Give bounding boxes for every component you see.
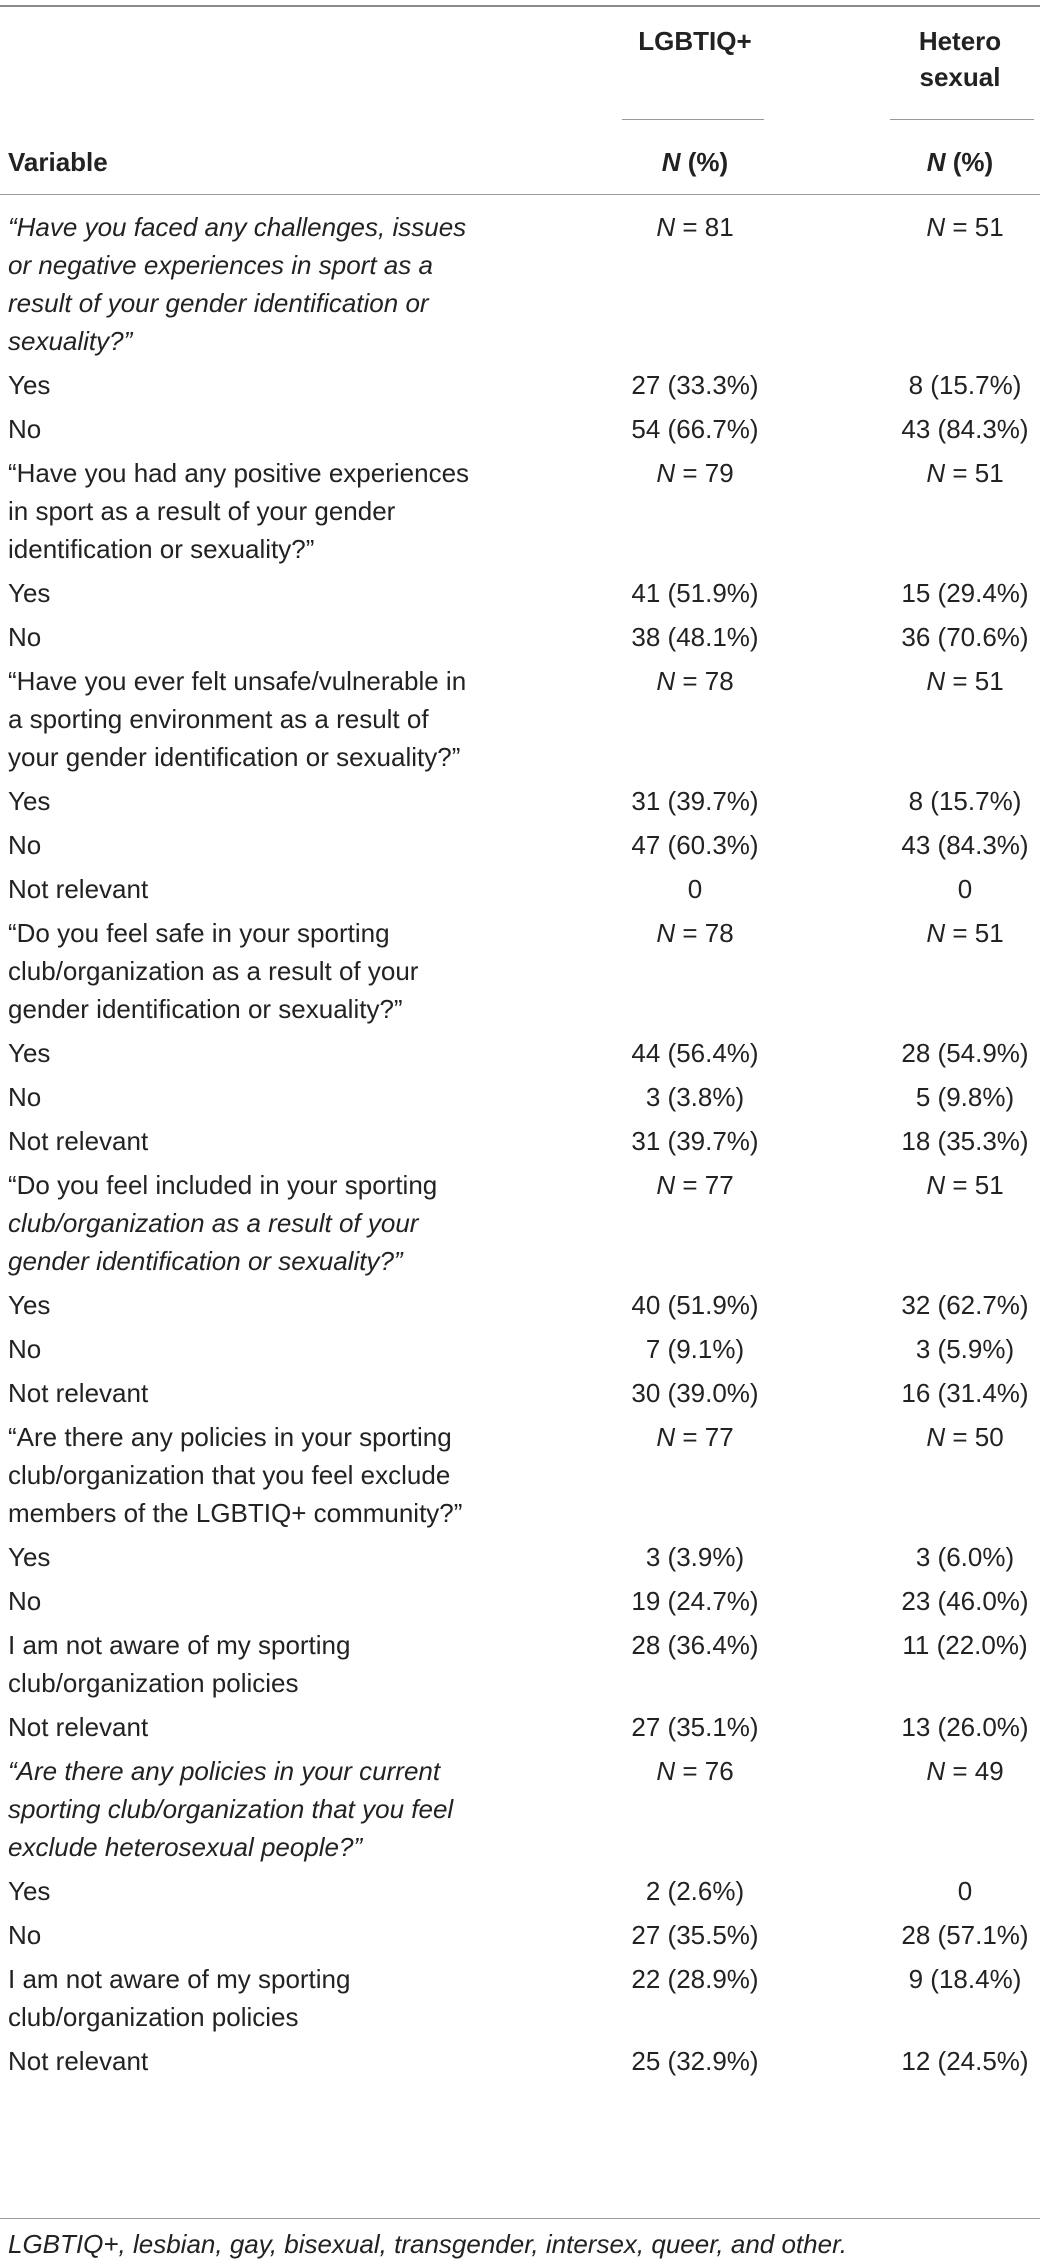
label-line: “Do you feel safe in your sporting — [8, 918, 390, 948]
value-lgbtiq: N = 77 — [656, 1170, 734, 1200]
value-lgbtiq: N = 77 — [656, 1422, 734, 1452]
value-lgbtiq: 47 (60.3%) — [631, 830, 759, 860]
table-row — [0, 1582, 1040, 1626]
label-line: club/organization policies — [8, 2002, 299, 2032]
value-lgbtiq: 3 (3.8%) — [645, 1082, 745, 1112]
label-line: identification or sexuality?” — [8, 534, 315, 564]
value-heterosexual: 18 (35.3%) — [901, 1126, 1029, 1156]
value-lgbtiq: 22 (28.9%) — [631, 1964, 759, 1994]
column-header-lgbtiq-line1: LGBTIQ+ — [638, 26, 752, 56]
table-row — [0, 1538, 1040, 1582]
question-row — [0, 454, 1040, 574]
response-label: No — [8, 1082, 42, 1112]
response-label: Yes — [8, 786, 51, 816]
table-row — [0, 1626, 1040, 1708]
value-heterosexual: 8 (15.7%) — [908, 786, 1022, 816]
label-line: I am not aware of my sporting — [8, 1630, 351, 1660]
value-heterosexual: 13 (26.0%) — [901, 1712, 1029, 1742]
value-lgbtiq: N = 79 — [656, 458, 734, 488]
column-header-heterosexual-line2: sexual — [919, 62, 1001, 92]
response-label: No — [8, 1586, 42, 1616]
value-lgbtiq: 31 (39.7%) — [631, 1126, 759, 1156]
table-row — [0, 1960, 1040, 2042]
value-lgbtiq: 40 (51.9%) — [631, 1290, 759, 1320]
label-line: members of the LGBTIQ+ community?” — [8, 1498, 463, 1528]
response-label: Yes — [8, 1542, 51, 1572]
response-label: Yes — [8, 1038, 51, 1068]
value-heterosexual: 3 (5.9%) — [915, 1334, 1015, 1364]
value-lgbtiq: 27 (33.3%) — [631, 370, 759, 400]
table-row — [0, 618, 1040, 662]
value-lgbtiq: 27 (35.5%) — [631, 1920, 759, 1950]
response-label: No — [8, 414, 42, 444]
label-line: “Are there any policies in your current — [8, 1756, 441, 1786]
value-heterosexual: N = 51 — [926, 212, 1004, 242]
value-heterosexual: 28 (54.9%) — [901, 1038, 1029, 1068]
label-line: gender identification or sexuality?” — [8, 994, 403, 1024]
value-lgbtiq: 44 (56.4%) — [631, 1038, 759, 1068]
value-heterosexual: 32 (62.7%) — [901, 1290, 1029, 1320]
value-lgbtiq: 41 (51.9%) — [631, 578, 759, 608]
table-row — [0, 1078, 1040, 1122]
table-row — [0, 870, 1040, 914]
value-lgbtiq: 19 (24.7%) — [631, 1586, 759, 1616]
value-heterosexual: 12 (24.5%) — [901, 2046, 1029, 2076]
value-lgbtiq: 30 (39.0%) — [631, 1378, 759, 1408]
table-row — [0, 782, 1040, 826]
table-row — [0, 574, 1040, 618]
response-label — [8, 1960, 518, 2036]
response-label: Yes — [8, 1876, 51, 1906]
value-heterosexual: 9 (18.4%) — [908, 1964, 1022, 1994]
response-label: Yes — [8, 370, 51, 400]
value-lgbtiq: 28 (36.4%) — [631, 1630, 759, 1660]
value-lgbtiq: 25 (32.9%) — [631, 2046, 759, 2076]
label-line: “Have you ever felt unsafe/vulnerable in — [8, 666, 467, 696]
table-footnote: LGBTIQ+, lesbian, gay, bisexual, transgender, intersex, queer, and other. — [8, 2229, 847, 2259]
value-lgbtiq: 38 (48.1%) — [631, 622, 759, 652]
table-row — [0, 1286, 1040, 1330]
value-heterosexual: 5 (9.8%) — [915, 1082, 1015, 1112]
value-heterosexual: N = 51 — [926, 666, 1004, 696]
value-heterosexual: N = 51 — [926, 458, 1004, 488]
label-line: I am not aware of my sporting — [8, 1964, 351, 1994]
value-heterosexual: 28 (57.1%) — [901, 1920, 1029, 1950]
question-row — [0, 1752, 1040, 1872]
value-lgbtiq: N = 78 — [656, 666, 734, 696]
value-heterosexual: 15 (29.4%) — [901, 578, 1029, 608]
value-heterosexual: 16 (31.4%) — [901, 1378, 1029, 1408]
label-line: your gender identification or sexuality?” — [8, 742, 461, 772]
value-lgbtiq: 54 (66.7%) — [631, 414, 759, 444]
question-text — [8, 208, 518, 360]
table-row — [0, 826, 1040, 870]
value-lgbtiq: 2 (2.6%) — [645, 1876, 745, 1906]
table-row — [0, 410, 1040, 454]
value-lgbtiq: 0 — [687, 874, 703, 904]
value-lgbtiq: 27 (35.1%) — [631, 1712, 759, 1742]
table-row — [0, 1374, 1040, 1418]
value-heterosexual: N = 50 — [926, 1422, 1004, 1452]
column-header-rule-lgbtiq — [622, 119, 764, 120]
header-bottom-rule — [0, 194, 1040, 195]
table-row — [0, 1916, 1040, 1960]
n-percent-header-lgbtiq: N (%) — [661, 147, 729, 177]
variable-column-header: Variable — [8, 147, 108, 177]
table-row — [0, 2042, 1040, 2086]
response-label: Not relevant — [8, 1712, 149, 1742]
label-line: “Do you feel included in your sporting — [8, 1170, 438, 1200]
table-top-rule — [0, 5, 1040, 7]
response-label: No — [8, 830, 42, 860]
response-label: Yes — [8, 1290, 51, 1320]
value-heterosexual: 23 (46.0%) — [901, 1586, 1029, 1616]
response-label: No — [8, 622, 42, 652]
response-label: Not relevant — [8, 2046, 149, 2076]
value-heterosexual: 0 — [957, 1876, 973, 1906]
question-text — [8, 1418, 518, 1532]
label-line: exclude heterosexual people?” — [8, 1832, 363, 1862]
value-heterosexual: N = 49 — [926, 1756, 1004, 1786]
table-row — [0, 1872, 1040, 1916]
table-bottom-rule — [0, 2218, 1040, 2219]
question-row — [0, 914, 1040, 1034]
label-line: sexuality?” — [8, 326, 133, 356]
response-label: Yes — [8, 578, 51, 608]
question-row — [0, 1418, 1040, 1538]
question-text — [8, 1752, 518, 1866]
value-heterosexual: 36 (70.6%) — [901, 622, 1029, 652]
label-line: club/organization as a result of your — [8, 956, 419, 986]
value-lgbtiq: 3 (3.9%) — [645, 1542, 745, 1572]
label-line: gender identification or sexuality?” — [8, 1246, 403, 1276]
column-header-heterosexual-line1: Hetero — [918, 26, 1002, 56]
table-row — [0, 1708, 1040, 1752]
value-lgbtiq: 7 (9.1%) — [645, 1334, 745, 1364]
question-text — [8, 914, 518, 1028]
table-row — [0, 1122, 1040, 1166]
question-row — [0, 208, 1040, 366]
response-label: Not relevant — [8, 1126, 149, 1156]
table-row — [0, 1034, 1040, 1078]
column-header-heterosexual — [880, 23, 1040, 95]
value-heterosexual: 43 (84.3%) — [901, 830, 1029, 860]
question-row — [0, 662, 1040, 782]
value-lgbtiq: 31 (39.7%) — [631, 786, 759, 816]
question-text — [8, 662, 518, 776]
value-heterosexual: 8 (15.7%) — [908, 370, 1022, 400]
label-line: result of your gender identification or — [8, 288, 429, 318]
label-line: or negative experiences in sport as a — [8, 250, 433, 280]
label-line: “Have you had any positive experiences — [8, 458, 470, 488]
value-heterosexual: 3 (6.0%) — [915, 1542, 1015, 1572]
response-label — [8, 1626, 518, 1702]
label-line: in sport as a result of your gender — [8, 496, 396, 526]
value-lgbtiq: N = 78 — [656, 918, 734, 948]
response-label: Not relevant — [8, 1378, 149, 1408]
value-heterosexual: 0 — [957, 874, 973, 904]
value-heterosexual: N = 51 — [926, 1170, 1004, 1200]
label-line: club/organization policies — [8, 1668, 299, 1698]
label-line: “Have you faced any challenges, issues — [8, 212, 467, 242]
label-line: “Are there any policies in your sporting — [8, 1422, 452, 1452]
table-body — [0, 208, 1040, 2086]
label-line: sporting club/organization that you feel — [8, 1794, 454, 1824]
value-lgbtiq: N = 76 — [656, 1756, 734, 1786]
question-text — [8, 454, 518, 568]
label-line: club/organization as a result of your — [8, 1208, 419, 1238]
label-line: a sporting environment as a result of — [8, 704, 429, 734]
response-label: No — [8, 1920, 42, 1950]
value-lgbtiq: N = 81 — [656, 212, 734, 242]
column-header-rule-heterosexual — [890, 119, 1034, 120]
table-row — [0, 366, 1040, 410]
value-heterosexual: 11 (22.0%) — [902, 1630, 1028, 1660]
question-text — [8, 1166, 518, 1280]
column-header-lgbtiq — [620, 23, 770, 59]
response-label: Not relevant — [8, 874, 149, 904]
table-row — [0, 1330, 1040, 1374]
label-line: club/organization that you feel exclude — [8, 1460, 451, 1490]
n-percent-header-heterosexual: N (%) — [926, 147, 994, 177]
value-heterosexual: 43 (84.3%) — [901, 414, 1029, 444]
response-label: No — [8, 1334, 42, 1364]
question-row — [0, 1166, 1040, 1286]
value-heterosexual: N = 51 — [926, 918, 1004, 948]
